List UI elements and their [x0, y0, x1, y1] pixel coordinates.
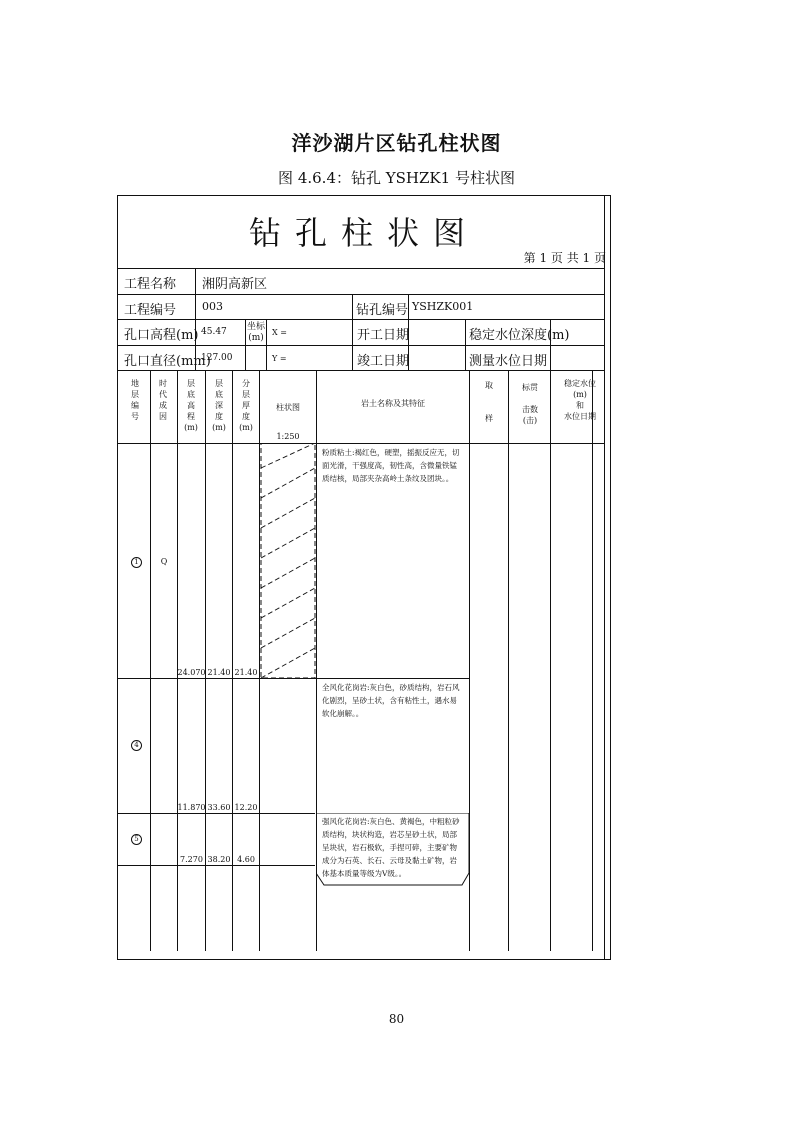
column-chart-hatch	[260, 443, 316, 678]
diameter-value: 127.00	[201, 353, 233, 363]
col-header-bottom-depth: 层 底 深 度 (m)	[212, 379, 226, 432]
coordinate-y-label: Y =	[272, 354, 287, 363]
document-title: 洋沙湖片区钻孔柱状图	[291, 131, 502, 155]
col-header-layer-no: 地 层 编 号	[131, 379, 139, 421]
layer-1-age: Q	[160, 557, 168, 566]
end-date-label: 竣工日期	[357, 354, 410, 369]
col-header-description: 岩土名称及其特征	[361, 399, 425, 408]
hole-no-value: YSHZK001	[412, 300, 474, 313]
layer-4-bottom-elevation: 11.870	[177, 803, 206, 812]
layer-1-bottom-depth: 21.40	[207, 668, 231, 677]
col-header-water-level: 稳定水位 (m) 和 水位日期	[564, 379, 596, 421]
project-name-value: 湘阴高新区	[202, 277, 268, 292]
col-header-bottom-elevation: 层 底 高 程 (m)	[184, 379, 198, 432]
layer-4-id: 4	[131, 740, 142, 751]
elevation-label: 孔口高程(m)	[124, 328, 199, 343]
layer-5-bottom-depth: 38.20	[207, 855, 231, 864]
layer-1-thickness: 21.40	[234, 668, 258, 677]
header-rule	[266, 345, 352, 346]
col-header-sample: 取 样	[485, 381, 493, 423]
coordinate-x-label: X =	[272, 328, 287, 337]
layer-1-id: 1	[131, 557, 142, 568]
layer-4-bottom-depth: 33.60	[207, 803, 231, 812]
stable-water-depth-label: 稳定水位深度(m)	[469, 328, 570, 343]
log-title: 钻孔柱状图	[248, 214, 479, 252]
layer-4-description: 全风化花岗岩:灰白色，砂质结构，岩石风化剧烈，呈砂土状，含有粘性土，遇水易软化崩解。。	[322, 683, 460, 718]
elevation-value: 45.47	[201, 327, 227, 337]
header-rule	[118, 294, 605, 295]
page-number: 80	[388, 1012, 405, 1026]
header-rule	[118, 370, 605, 371]
header-divider	[465, 319, 466, 370]
column-divider	[550, 370, 551, 951]
frame-inner-rule	[604, 195, 605, 960]
col-header-spt: 标贯 击数 (击)	[522, 383, 538, 425]
layer-5-thickness: 4.60	[237, 855, 255, 864]
layer-5-description: 强风化花岗岩:灰白色、黄褐色，中粗粒砂质结构，块状构造，岩芯呈砂土状，局部呈块状，岩石极软，手捏可碎，主要矿物成分为石英、长石、云母及黏土矿物，岩体基本质量等级为V级。。	[322, 817, 460, 878]
col-header-column-chart: 柱状图	[276, 403, 300, 412]
header-rule	[118, 319, 605, 320]
layer-1-bottom-elevation: 24.070	[177, 668, 206, 677]
col-header-age: 时 代 成 因	[159, 379, 167, 421]
layer-1-description: 粉质粘土:褐红色，硬塑，摇振反应无，切面光滑，干强度高，韧性高，含微量铁锰质结核，局部夹杂高岭土条纹及团块。。	[322, 448, 460, 483]
column-header-rule	[118, 443, 605, 444]
figure-caption: 图 4.6.4：钻孔 YSHZK1 号柱状图	[278, 169, 515, 187]
page-of-indicator: 第 1 页 共 1 页	[523, 251, 606, 265]
diameter-label: 孔口直径(mm)	[124, 354, 211, 369]
project-no-label: 工程编号	[124, 303, 177, 318]
layer-5-id: 5	[131, 834, 142, 845]
header-divider	[245, 319, 246, 370]
project-no-value: 003	[202, 300, 223, 313]
col-header-thickness: 分 层 厚 度 (m)	[239, 379, 253, 432]
water-date-label: 测量水位日期	[469, 354, 548, 369]
header-rule	[118, 345, 605, 346]
column-divider	[150, 370, 151, 951]
layer-boundary	[118, 865, 315, 866]
layer-4-thickness: 12.20	[234, 803, 258, 812]
layer-boundary	[118, 813, 315, 814]
project-name-label: 工程名称	[124, 277, 177, 292]
hole-no-label: 钻孔编号	[356, 303, 409, 318]
layer-5-bottom-elevation: 7.270	[180, 855, 203, 864]
column-divider	[508, 370, 509, 951]
start-date-label: 开工日期	[357, 328, 410, 343]
layer-boundary	[118, 678, 469, 679]
column-divider	[592, 370, 593, 951]
chart-scale: 1:250	[276, 432, 300, 441]
header-divider	[352, 294, 353, 370]
header-rule	[118, 268, 605, 269]
coordinate-label: 坐标(m)	[247, 322, 266, 343]
